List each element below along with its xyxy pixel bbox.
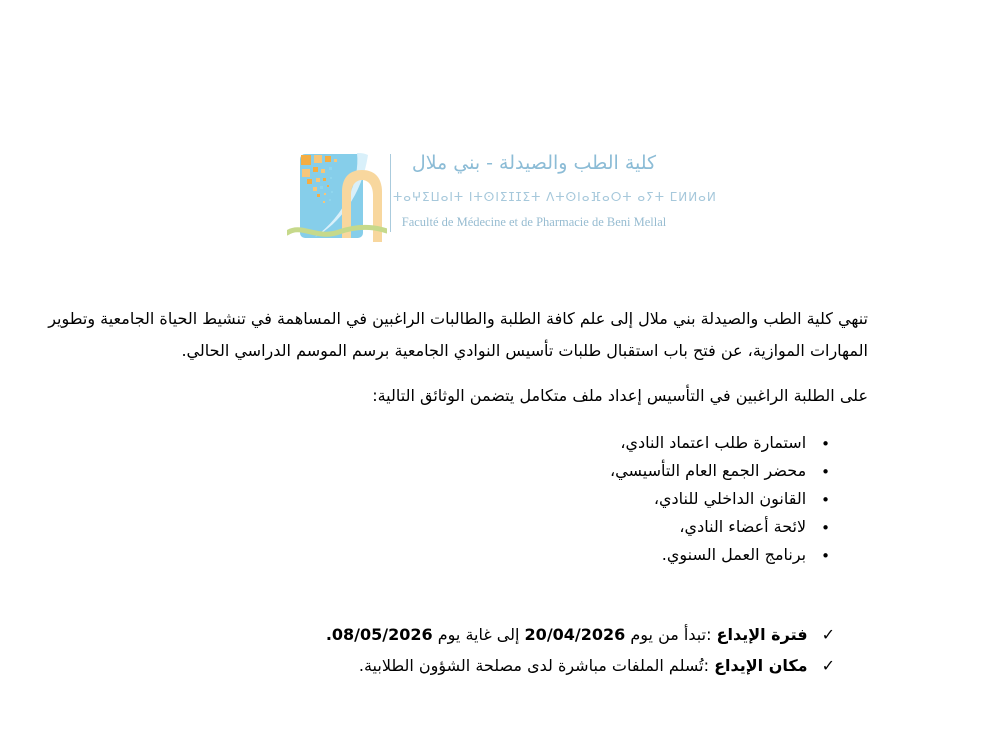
deposit-period-text-between: إلى غاية يوم [432, 625, 525, 644]
deposit-start-date: 20/04/2026 [524, 625, 626, 644]
bullet-icon: • [821, 434, 830, 453]
faculty-logo-icon [287, 147, 387, 244]
list-item [610, 541, 830, 569]
deposit-period-item [326, 619, 835, 650]
intro-line-2: المهارات الموازية، عن فتح باب استقبال طلبات تأسيس النوادي الجامعية برسم الموسم الدراسي الحالي. [181, 341, 868, 360]
faculty-titles [393, 142, 717, 242]
checkmark-icon: ✓ [821, 625, 835, 644]
logo-divider [390, 154, 391, 232]
faculty-name-tifinagh: ⵜⴰⵖⵉⵡⴰⵏⵜ ⵏⵜⵙⵏⵉⵊⵊⵉⵜ ⴷⵜⵙⵏⴰⴼⴰⵔⵜ ⴰⵢⵜ ⵎⵍⵍⴰⵍ [393, 190, 717, 204]
document-label: برنامج العمل السنوي. [661, 545, 807, 564]
document-label: لائحة أعضاء النادي، [679, 517, 807, 536]
bullet-icon: • [821, 462, 830, 481]
document-label: محضر الجمع العام التأسيسي، [610, 461, 807, 480]
faculty-letterhead [287, 142, 717, 244]
faculty-name-arabic: كلية الطب والصيدلة - بني ملال [411, 152, 657, 174]
intro-line-1: تنهي كلية الطب والصيدلة بني ملال إلى علم كافة الطلبة والطالبات الراغبين في المساهمة في تنشيط الحياة الجامعية وتطوير [48, 309, 868, 328]
deposit-info-list [326, 619, 835, 681]
bullet-icon: • [821, 546, 830, 565]
requirements-heading: على الطلبة الراغبين في التأسيس إعداد ملف متكامل يتضمن الوثائق التالية: [372, 386, 868, 405]
deposit-place-label: مكان الإيداع [714, 656, 808, 675]
checkmark-icon: ✓ [821, 656, 835, 675]
document-label: القانون الداخلي للنادي، [653, 489, 807, 508]
deposit-period-text-before: تبدأ من يوم [625, 625, 707, 644]
documents-list [610, 429, 830, 569]
deposit-place-text: تُسلم الملفات مباشرة لدى مصلحة الشؤون الطلابية. [358, 656, 704, 675]
list-item [610, 429, 830, 457]
bullet-icon: • [821, 518, 830, 537]
list-item [610, 457, 830, 485]
end-punctuation: . [325, 625, 332, 644]
intro-paragraph [48, 303, 868, 367]
deposit-end-date: 08/05/2026 [331, 625, 433, 644]
deposit-place-item [326, 650, 835, 681]
separator: : [706, 625, 717, 644]
list-item [610, 513, 830, 541]
list-item [610, 485, 830, 513]
separator: : [703, 656, 715, 675]
faculty-name-french: Faculté de Médecine et de Pharmacie de Beni Mellal [401, 215, 667, 229]
bullet-icon: • [821, 490, 830, 509]
document-label: استمارة طلب اعتماد النادي، [620, 433, 807, 452]
deposit-period-label: فترة الإيداع [716, 625, 808, 644]
